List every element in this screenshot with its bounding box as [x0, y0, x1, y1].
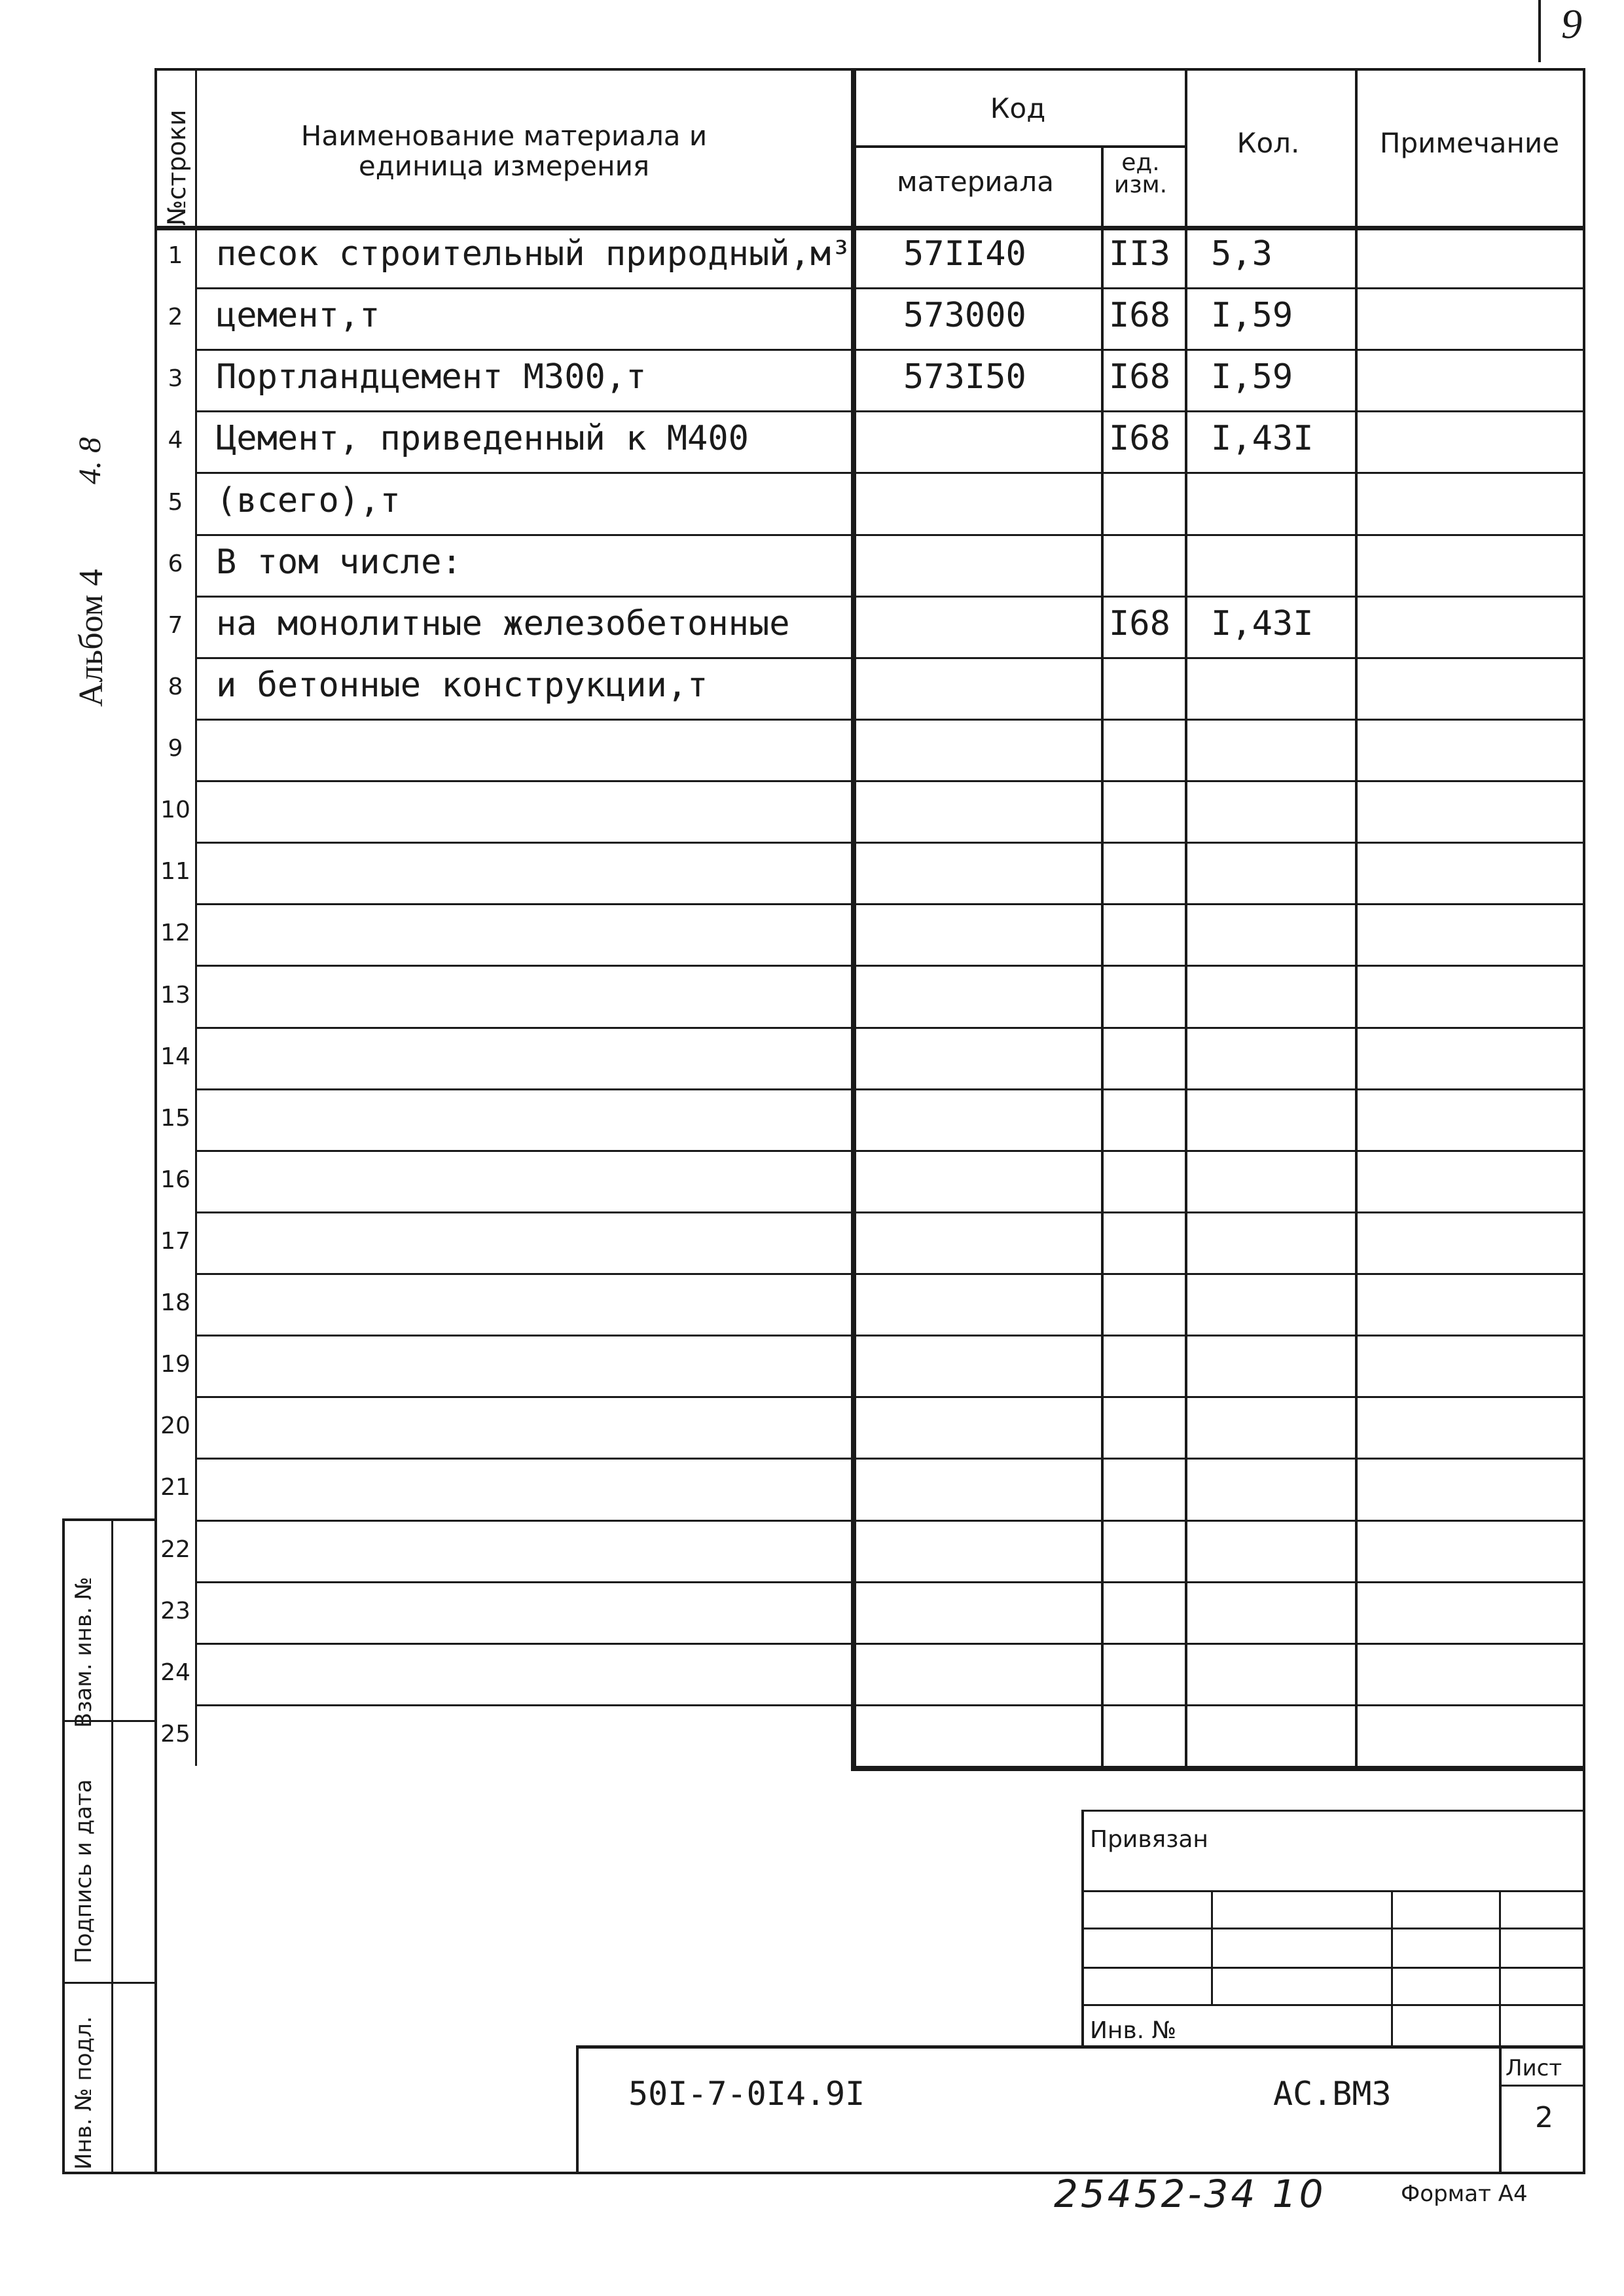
row-number: 8	[168, 673, 183, 700]
row-number: 14	[160, 1043, 190, 1070]
privyazan-col-1	[1211, 1890, 1213, 2004]
row-rule	[195, 1088, 1585, 1090]
doc-suffix: АС.ВМ3	[1273, 2075, 1392, 2113]
header-bottom-rule	[154, 226, 1585, 230]
row-number: 18	[160, 1289, 190, 1317]
row-number: 1	[168, 242, 183, 270]
row-number: 25	[160, 1720, 190, 1748]
album-label: Альбом 4	[73, 569, 110, 707]
row-rule	[195, 780, 1585, 782]
doc-box-top-rule	[576, 2045, 1585, 2049]
row-number: 3	[168, 365, 183, 393]
stamp-mid-rule	[111, 1518, 113, 2174]
privyazan-rule-1	[1081, 1890, 1585, 1892]
sheet-label: Лист	[1506, 2055, 1562, 2081]
stamp-inv-podl: Инв. № подл.	[71, 2016, 97, 2170]
row-qty-cell: I,59	[1211, 357, 1293, 397]
row-number: 12	[160, 920, 190, 947]
row-rule	[195, 410, 1585, 412]
row-rule	[195, 1273, 1585, 1275]
sheet-box-left-rule	[1499, 2045, 1502, 2174]
row-qty-cell: 5,3	[1211, 234, 1272, 274]
header-note: Примечание	[1379, 127, 1560, 159]
row-number: 2	[168, 304, 183, 331]
row-rule	[195, 657, 1585, 659]
row-number: 15	[160, 1104, 190, 1132]
col-rule-qty	[1355, 68, 1358, 1766]
row-code-cell: 573I50	[903, 357, 1026, 397]
row-name-cell: и бетонные конструкции,т	[216, 665, 708, 705]
row-number: 17	[160, 1227, 190, 1255]
row-rule	[195, 1704, 1585, 1706]
row-name-cell: (всего),т	[216, 480, 401, 520]
row-rule	[195, 472, 1585, 474]
row-name-cell: цемент,т	[216, 296, 380, 336]
inv-no-label: Инв. №	[1090, 2017, 1177, 2044]
row-rule	[195, 719, 1585, 721]
corner-mark: 9	[1561, 1, 1582, 47]
row-name-cell: песок строительный природный,м³	[216, 234, 852, 274]
row-number: 4	[168, 427, 183, 454]
row-rule	[195, 1150, 1585, 1152]
row-rule	[195, 1396, 1585, 1398]
row-number: 22	[160, 1535, 190, 1563]
row-rule	[195, 534, 1585, 536]
row-unit-cell: I68	[1109, 296, 1170, 336]
row-number: 23	[160, 1597, 190, 1624]
row-rule	[195, 1520, 1585, 1522]
row-unit-cell: I68	[1109, 357, 1170, 397]
stamp-podpis-data: Подпись и дата	[71, 1779, 97, 1964]
row-rule	[195, 965, 1585, 967]
col-rule-name	[851, 68, 856, 1768]
row-rule	[195, 1211, 1585, 1213]
row-number: 7	[168, 611, 183, 639]
corner-line	[1538, 0, 1541, 62]
row-number: 19	[160, 1351, 190, 1378]
header-code-unit: ед. изм.	[1113, 149, 1168, 198]
row-number: 6	[168, 550, 183, 577]
row-rule	[195, 842, 1585, 844]
header-row-no: №строки	[162, 109, 191, 226]
footer-format: Формат А4	[1401, 2181, 1528, 2207]
stamp-top-rule	[62, 1518, 156, 1521]
row-number: 21	[160, 1474, 190, 1501]
header-qty: Кол.	[1236, 127, 1300, 159]
sheet-number: 2	[1535, 2101, 1553, 2134]
row-name-cell: Портландцемент М300,т	[216, 357, 647, 397]
row-unit-cell: I68	[1109, 419, 1170, 459]
col-rule-unit	[1185, 68, 1187, 1766]
row-rule	[195, 1335, 1585, 1336]
header-name: Наименование материала и единица измерения	[300, 120, 708, 182]
row-rule	[195, 287, 1585, 289]
stamp-vzam-inv: Взам. инв. №	[71, 1577, 97, 1728]
row-name-cell: Цемент, приведенный к М400	[216, 419, 749, 459]
stamp-left-rule	[62, 1518, 65, 2174]
table-top-border	[154, 68, 1585, 71]
row-number: 5	[168, 488, 183, 516]
code-subheader-rule	[851, 145, 1185, 148]
row-qty-cell: I,59	[1211, 296, 1293, 336]
row-rule	[195, 596, 1585, 598]
sheet-box-mid-rule	[1499, 2085, 1585, 2087]
col-rule-material	[1101, 147, 1104, 1766]
col-rule-number	[195, 68, 197, 1766]
header-code: Код	[990, 92, 1046, 124]
row-name-cell: на монолитные железобетонные	[216, 603, 790, 643]
row-qty-cell: I,43I	[1211, 419, 1314, 459]
doc-box-left-rule	[576, 2045, 579, 2174]
row-number: 9	[168, 735, 183, 762]
row-unit-cell: I68	[1109, 603, 1170, 643]
row-number: 16	[160, 1166, 190, 1193]
album-handwritten: 4. 8	[73, 437, 107, 484]
header-code-material: материала	[896, 166, 1054, 198]
row-name-cell: В том числе:	[216, 542, 462, 582]
row-rule	[195, 1027, 1585, 1029]
stamp-bottom-rule	[62, 2172, 156, 2174]
row-unit-cell: II3	[1109, 234, 1170, 274]
stamp-rule-2	[62, 1982, 156, 1984]
privyazan-col-2	[1391, 1890, 1393, 2045]
privyazan-rule-4	[1081, 2004, 1585, 2006]
row-rule	[195, 903, 1585, 905]
row-number: 10	[160, 797, 190, 824]
row-rule	[195, 349, 1585, 351]
privyazan-rule-2	[1081, 1928, 1585, 1929]
row-number: 13	[160, 981, 190, 1009]
row-qty-cell: I,43I	[1211, 603, 1314, 643]
privyazan-label: Привязан	[1090, 1826, 1208, 1853]
doc-code: 50I-7-0I4.9I	[628, 2075, 865, 2113]
privyazan-rule-3	[1081, 1967, 1585, 1969]
row-rule	[195, 1643, 1585, 1645]
privyazan-col-3	[1499, 1890, 1501, 2045]
row-code-cell: 573000	[903, 296, 1026, 336]
row-rule	[195, 1581, 1585, 1583]
privyazan-top-rule	[1081, 1810, 1585, 1812]
row-number: 11	[160, 858, 190, 886]
row-rule	[195, 1458, 1585, 1460]
table-bottom-rule	[851, 1766, 1585, 1771]
row-number: 20	[160, 1412, 190, 1440]
row-code-cell: 57II40	[903, 234, 1026, 274]
row-number: 24	[160, 1659, 190, 1686]
footer-handwritten-number: 25452-34 10	[1054, 2172, 1326, 2216]
